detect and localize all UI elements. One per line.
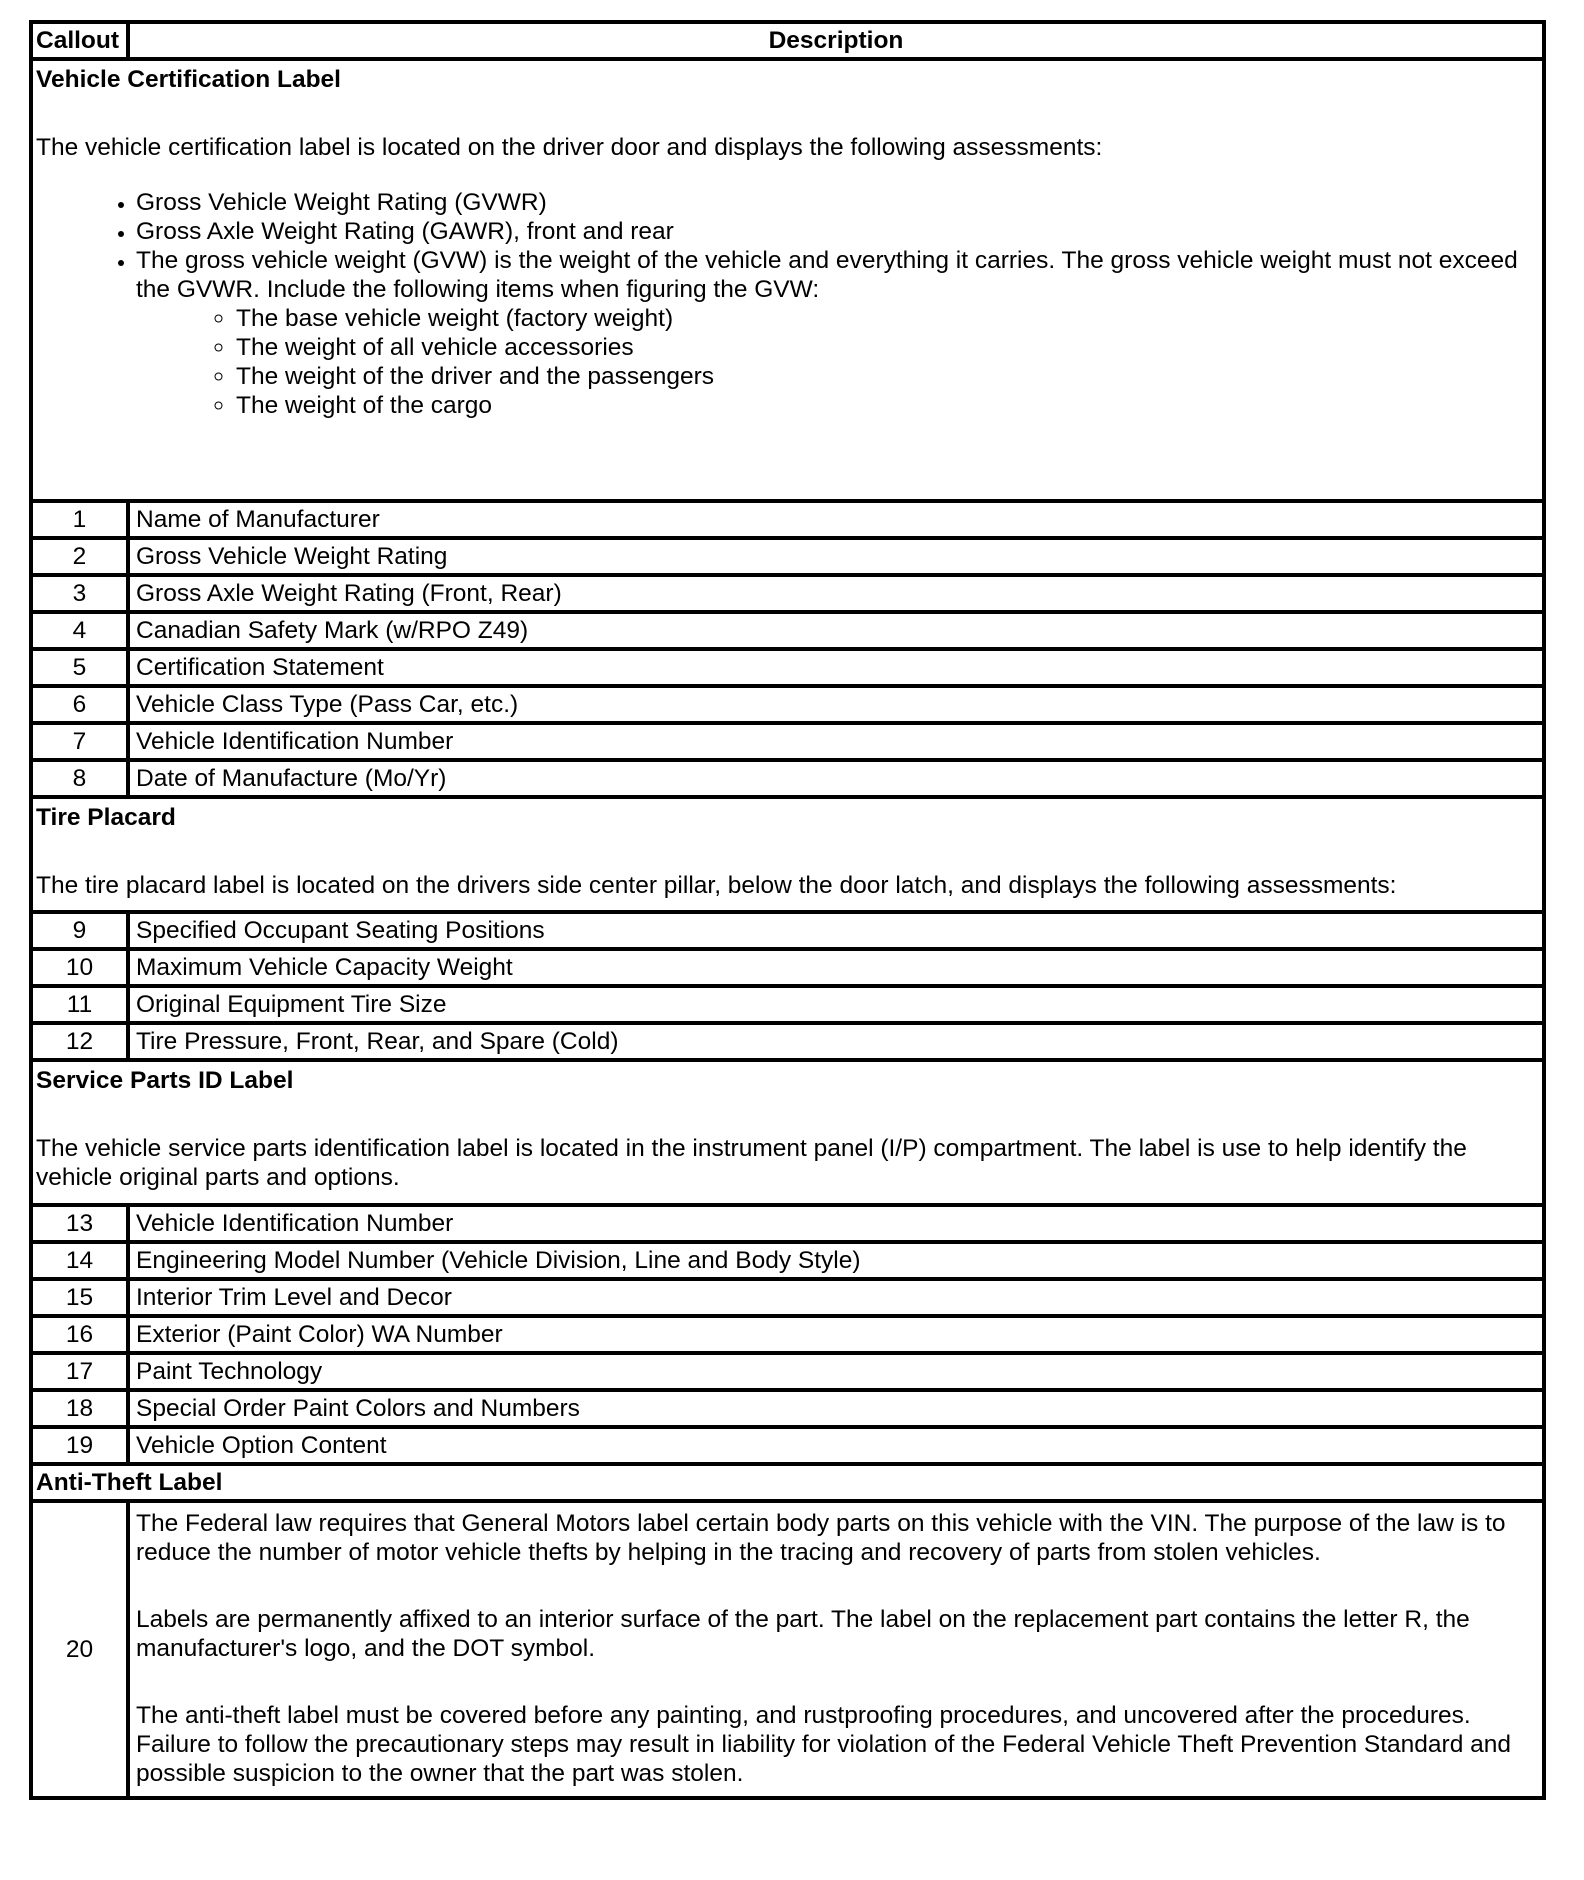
table-row: [31, 1023, 1544, 1060]
callout-description: Vehicle Identification Number: [128, 1205, 1544, 1242]
callout-number: 9: [31, 912, 128, 949]
table-row: [31, 686, 1544, 723]
callout-number: 19: [31, 1427, 128, 1464]
section-tire-placard: [31, 797, 1544, 912]
callout-number: 4: [31, 612, 128, 649]
section-vehicle-certification: [31, 59, 1544, 501]
callout-description: Original Equipment Tire Size: [128, 986, 1544, 1023]
callout-description: Gross Axle Weight Rating (Front, Rear): [128, 575, 1544, 612]
callout-description: Exterior (Paint Color) WA Number: [128, 1316, 1544, 1353]
callout-number: 5: [31, 649, 128, 686]
section-intro: The vehicle certification label is located on the driver door and displays the following assessments:: [36, 134, 1103, 161]
section-anti-theft: [31, 1464, 1544, 1501]
callout-number: 20: [31, 1501, 128, 1798]
callout-number: 13: [31, 1205, 128, 1242]
callout-number: 17: [31, 1353, 128, 1390]
callout-description: Certification Statement: [128, 649, 1544, 686]
callout-number: 18: [31, 1390, 128, 1427]
callout-description: Name of Manufacturer: [128, 501, 1544, 538]
table-row: [31, 1279, 1544, 1316]
callout-description: Paint Technology: [128, 1353, 1544, 1390]
section-service-parts-id: [31, 1060, 1544, 1205]
table-row: [31, 723, 1544, 760]
callout-number: 2: [31, 538, 128, 575]
callout-description: Interior Trim Level and Decor: [128, 1279, 1544, 1316]
callout-description: Date of Manufacture (Mo/Yr): [128, 760, 1544, 797]
section-title: Anti-Theft Label: [31, 1464, 1544, 1501]
header-row: [31, 22, 1544, 59]
callout-number: 16: [31, 1316, 128, 1353]
table-row: [31, 1242, 1544, 1279]
table-row: [31, 1427, 1544, 1464]
table-row: [31, 1390, 1544, 1427]
callout-header: Callout: [31, 22, 128, 59]
table-row: [31, 1316, 1544, 1353]
table-row: [31, 1353, 1544, 1390]
callout-description: Gross Vehicle Weight Rating: [128, 538, 1544, 575]
callout-number: 3: [31, 575, 128, 612]
callout-number: 11: [31, 986, 128, 1023]
table-row: [31, 612, 1544, 649]
callout-description: Engineering Model Number (Vehicle Division, Line and Body Style): [128, 1242, 1544, 1279]
description-header: Description: [128, 22, 1544, 59]
section-intro: The tire placard label is located on the drivers side center pillar, below the door latch, and displays the following assessments:: [36, 872, 1397, 899]
paragraph: The Federal law requires that General Motors label certain body parts on this vehicle with the VIN. The purpose of the law is to reduce the number of motor vehicle thefts by helping in the tracing and recovery of parts from stolen vehicles.: [136, 1510, 1506, 1566]
table-row: [31, 575, 1544, 612]
callout-description: Tire Pressure, Front, Rear, and Spare (Cold): [128, 1023, 1544, 1060]
bullet-list: [36, 188, 1536, 420]
section-title: Service Parts ID Label: [36, 1067, 294, 1094]
table-row: [31, 949, 1544, 986]
sub-list-item: ◦ The weight of all vehicle accessories: [236, 333, 1536, 362]
callout-number: 12: [31, 1023, 128, 1060]
callout-description: Canadian Safety Mark (w/RPO Z49): [128, 612, 1544, 649]
section-intro: The vehicle service parts identification label is located in the instrument panel (I/P) compartment. The label is use to help identify the vehicle original parts and options.: [36, 1135, 1467, 1191]
callout-number: 7: [31, 723, 128, 760]
list-item: • Gross Axle Weight Rating (GAWR), front and rear: [136, 217, 1536, 246]
callout-number: 8: [31, 760, 128, 797]
table-row: [31, 538, 1544, 575]
sub-list-item: ◦ The weight of the driver and the passengers: [236, 362, 1536, 391]
list-item: [136, 246, 1536, 420]
callout-number: 1: [31, 501, 128, 538]
table-row: [31, 1205, 1544, 1242]
list-item: • Gross Vehicle Weight Rating (GVWR): [136, 188, 1536, 217]
callout-number: 10: [31, 949, 128, 986]
sub-bullet-list: [136, 304, 1536, 420]
callout-description: Vehicle Option Content: [128, 1427, 1544, 1464]
callout-description: Maximum Vehicle Capacity Weight: [128, 949, 1544, 986]
table-row: [31, 501, 1544, 538]
callout-number: 6: [31, 686, 128, 723]
table-row: [31, 649, 1544, 686]
callout-number: 15: [31, 1279, 128, 1316]
table-row: [31, 1501, 1544, 1798]
table-row: [31, 760, 1544, 797]
callout-number: 14: [31, 1242, 128, 1279]
table-row: [31, 912, 1544, 949]
paragraph: Labels are permanently affixed to an interior surface of the part. The label on the replacement part contains the letter R, the manufacturer's logo, and the DOT symbol.: [136, 1606, 1470, 1662]
table-row: [31, 986, 1544, 1023]
callout-description: [128, 1501, 1544, 1798]
list-item-text: The gross vehicle weight (GVW) is the weight of the vehicle and everything it carries. The gross vehicle weight must not exceed the GVWR. Include the following items when figuring the GVW:: [136, 247, 1518, 303]
callout-description: Special Order Paint Colors and Numbers: [128, 1390, 1544, 1427]
callout-description: Specified Occupant Seating Positions: [128, 912, 1544, 949]
sub-list-item: ◦ The base vehicle weight (factory weight): [236, 304, 1536, 333]
callout-table: [29, 20, 1546, 1800]
section-title: Vehicle Certification Label: [36, 66, 341, 93]
sub-list-item: ◦ The weight of the cargo: [236, 391, 1536, 420]
callout-description: Vehicle Identification Number: [128, 723, 1544, 760]
paragraph: The anti-theft label must be covered before any painting, and rustproofing procedures, and uncovered after the procedures. Failure to follow the precautionary steps may result in liability for violation of the Federal Vehicle Theft Prevention Standard and possible suspicion to the owner that the part was stolen.: [136, 1702, 1512, 1787]
callout-description: Vehicle Class Type (Pass Car, etc.): [128, 686, 1544, 723]
section-title: Tire Placard: [36, 804, 176, 831]
